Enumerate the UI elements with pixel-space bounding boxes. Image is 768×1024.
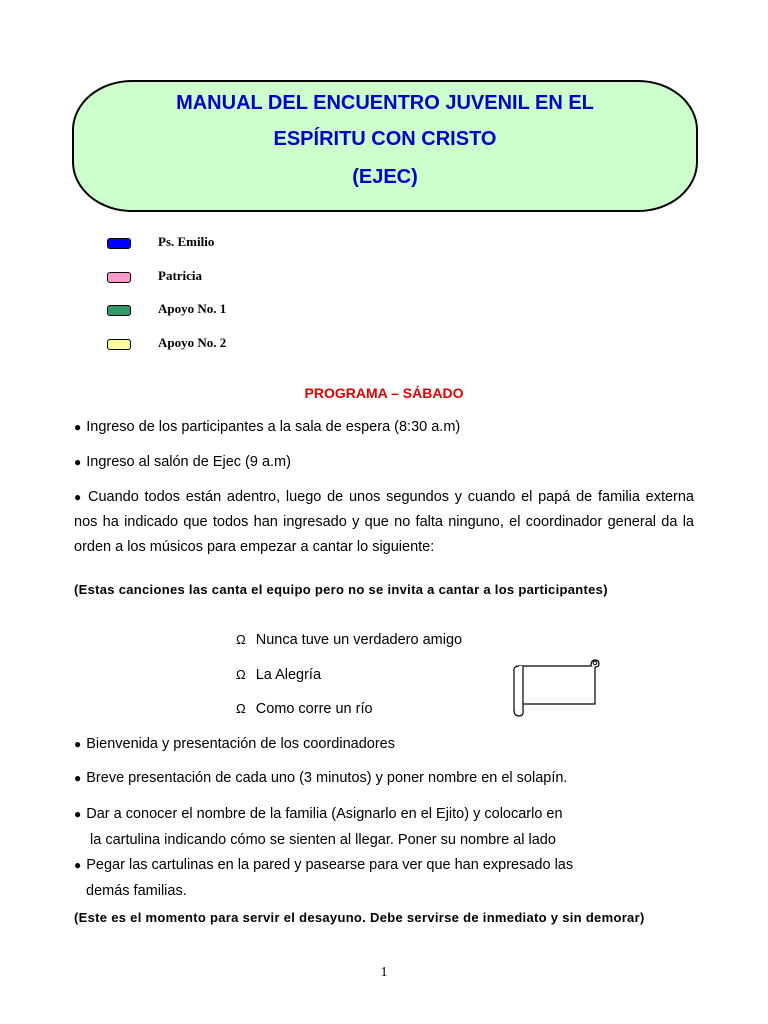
title-banner — [72, 80, 698, 212]
list-item-text: Ingreso de los participantes a la sala de espera (8:30 a.m) — [86, 419, 461, 435]
list-item-text: Breve presentación de cada uno (3 minutos) y poner nombre en el solapín. — [86, 770, 568, 786]
list-item-text: Cuando todos están adentro, luego de unos segundos y cuando el papá de familia externa nos ha indicado que todos han ingresado y que no falta ninguno, el coordinador general da la orden a los músicos para empezar a cantar lo siguiente: — [74, 489, 694, 555]
bullet-dot-icon: ● — [74, 858, 82, 872]
bullet-dot-icon: ● — [74, 455, 82, 469]
legend-label: Apoyo No. 1 — [158, 301, 227, 316]
color-swatch — [107, 272, 131, 283]
list-item — [74, 770, 567, 786]
list-item — [74, 736, 395, 752]
list-item — [74, 806, 563, 822]
color-swatch — [107, 339, 131, 350]
list-item-text: Pegar las cartulinas en la pared y pasearse para ver que han expresado las — [86, 857, 574, 873]
song-title: Como corre un río — [255, 701, 373, 717]
title-line-2: ESPÍRITU CON CRISTO — [273, 128, 497, 150]
note-breakfast: (Este es el momento para servir el desayuno. Debe servirse de inmediato y sin demorar) — [74, 910, 645, 925]
song-item — [236, 632, 462, 648]
color-swatch — [107, 305, 131, 316]
page-number: 1 — [380, 965, 388, 980]
title-line-1: MANUAL DEL ENCUENTRO JUVENIL EN EL — [176, 92, 594, 114]
program-title: PROGRAMA – SÁBADO — [304, 385, 464, 401]
bullet-dot-icon: ● — [74, 737, 82, 751]
note-songs: (Estas canciones las canta el equipo pero no se invita a cantar a los participantes) — [74, 582, 608, 597]
song-item — [236, 667, 321, 683]
list-item — [74, 419, 460, 435]
song-title: Nunca tuve un verdadero amigo — [255, 632, 463, 648]
legend-label: Apoyo No. 2 — [158, 335, 227, 350]
legend-label: Patricia — [158, 268, 203, 283]
bullet-dot-icon: ● — [74, 490, 83, 504]
song-item — [236, 701, 373, 717]
color-swatch — [107, 238, 131, 249]
list-item-continuation: la cartulina indicando cómo se sienten al llegar. Poner su nombre al lado — [90, 832, 556, 848]
list-item-continuation: demás familias. — [86, 883, 187, 899]
list-item-text: Dar a conocer el nombre de la familia (Asignarlo en el Ejito) y colocarlo en — [86, 806, 563, 822]
list-item-text: Ingreso al salón de Ejec (9 a.m) — [86, 454, 291, 470]
list-item-text: Bienvenida y presentación de los coordinadores — [86, 736, 395, 752]
list-item — [74, 454, 291, 470]
legend-label: Ps. Emilio — [158, 234, 215, 249]
bullet-dot-icon: ● — [74, 807, 82, 821]
scroll-icon — [511, 658, 601, 718]
omega-icon: Ω — [236, 701, 246, 716]
list-item — [74, 485, 694, 560]
title-line-3: (EJEC) — [352, 166, 418, 188]
bullet-dot-icon: ● — [74, 771, 82, 785]
omega-icon: Ω — [236, 667, 246, 682]
bullet-dot-icon: ● — [74, 420, 82, 434]
song-title: La Alegría — [255, 667, 322, 683]
list-item — [74, 857, 573, 873]
omega-icon: Ω — [236, 632, 246, 647]
